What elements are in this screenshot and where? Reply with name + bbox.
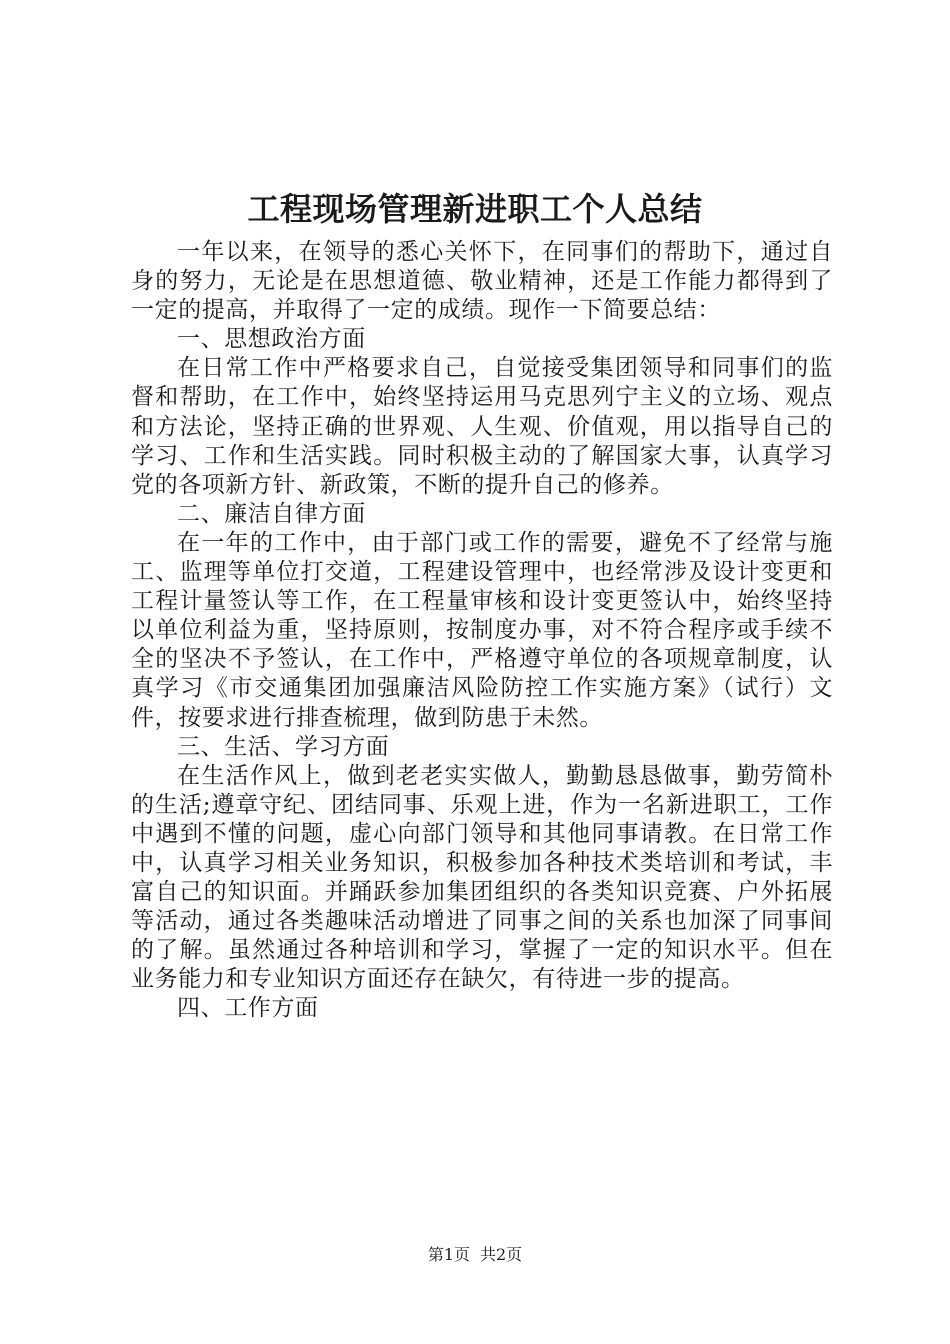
section-heading-political: 一、思想政治方面 — [177, 326, 366, 353]
paragraph-life-study: 在生活作风上，做到老老实实做人，勤勤恳恳做事，勤劳简朴的生活;遵章守纪、团结同事、乐观上进，作为一名新进职工，工作中遇到不懂的问题，虚心向部门领导和其他同事请教。在日常工作中，认真学习相关业务知识，积极参加各种技术类培训和考试，丰富自己的知识面。并踊跃参加集团组织的各类知识竞赛、户外拓展等活动，通过各类趣味活动增进了同事之间的关系也加深了同事间的了解。虽然通过各种培训和学习，掌握了一定的知识水平。但在业务能力和专业知识方面还存在缺欠，有待进一步的提高。 — [131, 762, 833, 993]
document-body — [131, 238, 833, 1024]
paragraph-integrity: 在一年的工作中，由于部门或工作的需要，避免不了经常与施工、监理等单位打交道，工程建设管理中，也经常涉及设计变更和工程计量签认等工作，在工程量审核和设计变更签认中，始终坚持以单位利益为重，坚持原则，按制度办事，对不符合程序或手续不全的坚决不予签认，在工作中，严格遵守单位的各项规章制度，认真学习《市交通集团加强廉洁风险防控工作实施方案》（试行）文件，按要求进行排查梳理，做到防患于未然。 — [131, 529, 833, 731]
paragraph-intro: 一年以来，在领导的悉心关怀下，在同事们的帮助下，通过自身的努力，无论是在思想道德、敬业精神，还是工作能力都得到了一定的提高，并取得了一定的成绩。现作一下简要总结： — [131, 239, 833, 324]
section-heading-life-study: 三、生活、学习方面 — [177, 733, 390, 760]
page-total: 共2页 — [480, 1245, 523, 1264]
section-heading-work: 四、工作方面 — [177, 995, 319, 1022]
page-footer — [0, 1244, 950, 1266]
paragraph-political: 在日常工作中严格要求自己，自觉接受集团领导和同事们的监督和帮助，在工作中，始终坚持运用马克思列宁主义的立场、观点和方法论，坚持正确的世界观、人生观、价值观，用以指导自己的学习、工作和生活实践。同时积极主动的了解国家大事，认真学习党的各项新方针、新政策，不断的提升自己的修养。 — [131, 355, 833, 498]
section-heading-integrity: 二、廉洁自律方面 — [177, 500, 366, 527]
page-number: 第1页 — [427, 1245, 470, 1264]
document-title: 工程现场管理新进职工个人总结 — [247, 190, 703, 228]
